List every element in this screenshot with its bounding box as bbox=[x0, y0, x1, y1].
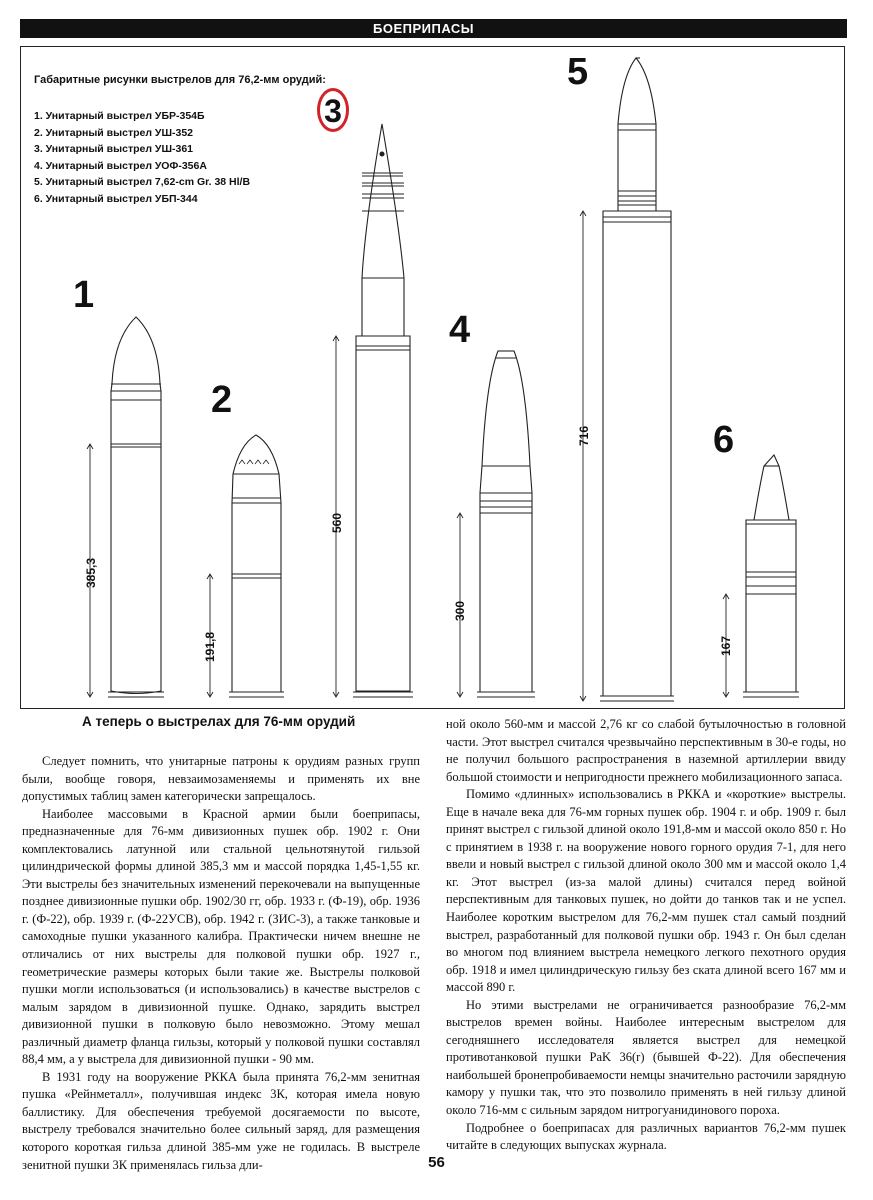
dimension-label-3: 560 bbox=[330, 512, 344, 533]
cartridge-4 bbox=[457, 351, 535, 697]
legend-item: 6. Унитарный выстрел УБП-344 bbox=[34, 192, 198, 205]
left-column bbox=[22, 753, 420, 1174]
cartridge-3 bbox=[333, 124, 413, 697]
cartridge-1 bbox=[87, 317, 164, 697]
dimension-label-2: 191,8 bbox=[203, 631, 217, 662]
paragraph: В 1931 году на вооружение РККА была принята 76,2-мм зенитная пушка «Рейнметалл», получившая индекс 3К, которая имела новую баллистику. Для обеспечения требуемой досягаемости по высоте, выстрелу требовался значительно более сильный заряд, для размещения которого короткая гильза длиной 385-мм уже не годилась. В выстреле зенитной пушки 3К применялась гильза дли- bbox=[22, 1069, 420, 1172]
dimension-label-5: 716 bbox=[577, 425, 591, 446]
paragraph: Наиболее массовыми в Красной армии были боеприпасы, предназначенные для 76-мм дивизионных пушек обр. 1902 г. Они комплектовались латунной или стальной цельнотянутой гильзой цилиндрической формы длиной 385,3 мм и массой порядка 1,45-1,55 кг. Эти выстрелы без значительных изменений перекочевали на выпущенные позднее дивизионные пушки обр. 1902/30 гг, обр. 1933 г. (Ф-19), обр. 1936 г. (Ф-22), обр. 1939 г. (Ф-22УСВ), обр. 1942 г. (ЗИС-3), а также танковые и самоходные пушки указанного калибра. Практически ничем внешне не отличались от них выстрелы для полковой пушки обр. 1927 г., геометрические размеры которых были такие же. Выстрелы полковой пушки могли использоваться (и использовались) в качестве выстрелов с малым зарядом в дивизионной пушке. Однако, зарядить выстрел дивизионной пушки в полковую было невозможно. Этому мешал различный диаметр фланца гильзы, который у полковой пушки составлял 88,4 мм, а у выстрела для дивизионной пушки - 90 мм. bbox=[22, 806, 420, 1067]
paragraph: Подробнее о боеприпасах для различных вариантов 76,2-мм пушек читайте в следующих выпусках журнала. bbox=[446, 1120, 846, 1153]
header-bar bbox=[20, 19, 847, 38]
cartridge-number-2: 2 bbox=[211, 379, 233, 421]
cartridge-number-5: 5 bbox=[567, 51, 589, 93]
cartridge-number-6: 6 bbox=[713, 419, 735, 461]
cartridge-5 bbox=[580, 58, 674, 701]
paragraph: Но этими выстрелами не ограничивается разнообразие 76,2-мм выстрелов времен войны. Наиболее интересным выстрелом для сегодняшнего исследователя является выстрел для немецкой противотанковой пушки PaK 36(r) (бывшей Ф-22). Для обеспечения наибольшей бронепробиваемости немцы значительно расточили зарядную камору у пушки так, что это позволило применять в ней гильзу длиной около 716-мм с сильным зарядом нитрогуанидинового пороха. bbox=[446, 997, 846, 1118]
figure-caption: Габаритные рисунки выстрелов для 76,2-мм орудий: bbox=[34, 74, 326, 86]
legend-item: 4. Унитарный выстрел УОФ-356А bbox=[34, 159, 207, 172]
cartridge-number-4: 4 bbox=[449, 309, 471, 351]
page-number: 56 bbox=[428, 1154, 445, 1171]
cartridge-2 bbox=[207, 435, 284, 697]
right-column bbox=[446, 716, 846, 1155]
legend-item: 5. Унитарный выстрел 7,62-cm Gr. 38 Hl/B bbox=[34, 176, 251, 189]
cartridge-number-3: 3 bbox=[324, 93, 342, 129]
highlight-circle bbox=[317, 88, 349, 132]
paragraph: Помимо «длинных» использовались в РККА и «короткие» выстрелы. Еще в начале века для 76-мм горных пушек обр. 1904 г. и обр. 1909 г. был принят выстрел с гильзой длиной около 191,8-мм и массой около 850 г. Но с принятием в 1938 г. на вооружение нового горного орудия 7-1, для него ввели и новый выстрел с гильзой длиной около 300 мм и массой около 1,4 кг. Этот выстрел (из-за малой длины) считался перед войной перспективным для танковых пушек, но дойти до танков так и не успел. Наиболее коротким выстрелом для 76,2-мм пушек стал самый поздний выстрел, разработанный для полковой пушки обр. 1943 г. Он был сделан во многом под влиянием выстрела немецкого легкого пехотного орудия обр. 1918 и имел цилиндрическую гильзу без ската длиной всего 167 мм и массой 890 г. bbox=[446, 787, 846, 995]
legend-item: 2. Унитарный выстрел УШ-352 bbox=[34, 126, 194, 139]
cartridge-number-1: 1 bbox=[73, 274, 95, 316]
article-subtitle: А теперь о выстрелах для 76-мм орудий bbox=[82, 714, 356, 729]
legend-item: 1. Унитарный выстрел УБР-354Б bbox=[34, 110, 205, 122]
paragraph: ной около 560-мм и массой 2,76 кг со слабой бутылочностью в головной части. Этот выстрел считался чрезвычайно перспективным в 30-е годы, но не получил большого распространения в наземной артиллерии ввиду большой стоимости и непригодности прежнего мобилизационного запаса. bbox=[446, 717, 846, 784]
dimension-label-6: 167 bbox=[719, 635, 733, 656]
cartridge-6 bbox=[723, 455, 799, 697]
section-title: БОЕПРИПАСЫ bbox=[372, 21, 474, 36]
dimension-label-1: 385,3 bbox=[84, 557, 98, 588]
cartridge-drawing bbox=[20, 46, 845, 709]
legend-item: 3. Унитарный выстрел УШ-361 bbox=[34, 143, 194, 156]
dimension-label-4: 300 bbox=[453, 600, 467, 621]
paragraph: Следует помнить, что унитарные патроны к орудиям разных групп были, вообще говоря, невзаимозаменяемы и применять их вне допустимых таблиц замен категорически запрещалось. bbox=[22, 754, 420, 804]
